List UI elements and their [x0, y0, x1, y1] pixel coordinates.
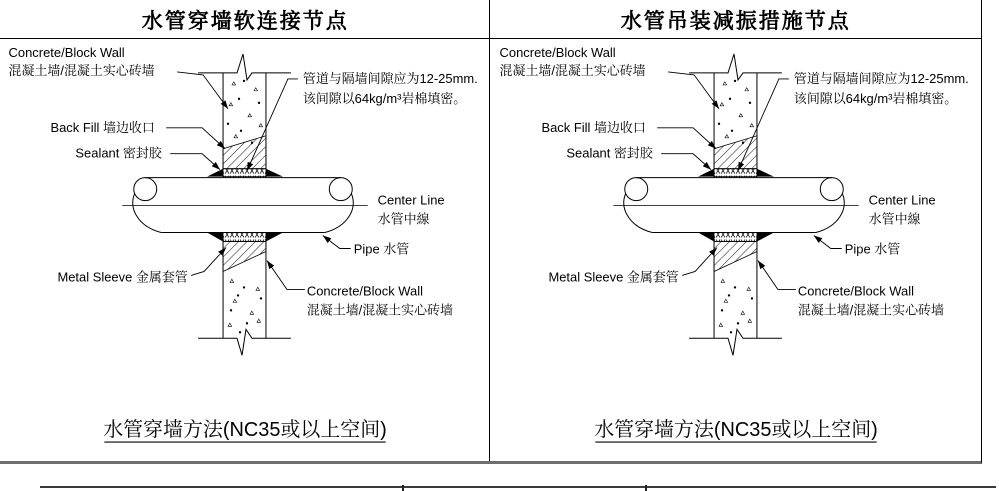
- table-column-tick: [645, 485, 647, 491]
- leader-wall-bottom: [757, 260, 795, 289]
- rock-wool-packing-bottom: [207, 233, 283, 242]
- panels-row: [0, 39, 981, 461]
- detail-diagram-left: [0, 39, 490, 461]
- label-wall-bottom-zh: 混凝土墙/混凝土实心砖墙: [306, 302, 453, 318]
- label-sealant: Sealant 密封胶: [75, 145, 162, 161]
- diagram-labels: [499, 45, 968, 317]
- label-center-line-zh: 水管中線: [868, 211, 920, 227]
- pipe-break-loop-left: [134, 178, 157, 201]
- pipe: [133, 178, 353, 233]
- leader-wall-bottom: [267, 260, 305, 289]
- lower-wall: [198, 242, 291, 356]
- label-back-fill: Back Fill 墙边收口: [540, 119, 646, 135]
- label-wall-top-en: Concrete/Block Wall: [499, 44, 616, 60]
- back-fill-hatch: [223, 136, 266, 169]
- pipe: [623, 178, 843, 233]
- table-top-border: [40, 486, 996, 488]
- sealant-wedge-right-bottom: [756, 233, 773, 242]
- label-back-fill: Back Fill 墙边收口: [50, 119, 155, 135]
- panel-divider-line: [489, 0, 490, 461]
- leader-sealant: [661, 154, 711, 170]
- label-wall-bottom-en: Concrete/Block Wall: [306, 283, 423, 299]
- label-gap-note-line2: 该间隙以64kg/m³岩棉填密。: [302, 90, 467, 106]
- sealant-wedge-left-bottom: [207, 233, 223, 242]
- title-row: [0, 0, 981, 39]
- concrete-stipple-upper: [227, 80, 262, 144]
- label-gap-note-line1: 管道与隔墙间隙应为12-25mm.: [302, 70, 478, 86]
- break-line-top: [689, 54, 782, 80]
- leader-pipe: [813, 236, 841, 249]
- label-sealant: Sealant 密封胶: [565, 145, 653, 161]
- break-line-bottom: [198, 329, 291, 355]
- label-pipe: Pipe 水管: [353, 241, 410, 257]
- back-fill-hatch: [714, 136, 757, 169]
- pipe-break-loop-right: [820, 178, 843, 201]
- sealant-wedge-left-top: [698, 169, 714, 177]
- label-wall-top-en: Concrete/Block Wall: [8, 44, 125, 60]
- label-center-line-en: Center Line: [868, 192, 936, 208]
- leader-metal-sleeve: [682, 248, 717, 276]
- lower-wall: [689, 242, 782, 356]
- panel-caption: 水管穿墙方法(NC35或以上空间): [593, 419, 878, 442]
- break-line-top: [198, 54, 291, 80]
- table-column-tick: [402, 485, 404, 491]
- panel-title-left: 水管穿墙软连接节点: [141, 8, 349, 33]
- rock-wool-packing-bottom: [698, 233, 774, 242]
- label-wall-bottom-en: Concrete/Block Wall: [797, 283, 914, 299]
- sealant-wedge-left-bottom: [698, 233, 714, 242]
- label-center-line-zh: 水管中線: [377, 211, 430, 227]
- metal-sleeve-hatch: [714, 242, 757, 272]
- sealant-wedge-left-top: [207, 169, 223, 177]
- metal-sleeve-hatch: [223, 242, 266, 272]
- rock-wool-packing-top: [207, 169, 283, 177]
- sealant-wedge-right-bottom: [266, 233, 283, 242]
- label-gap-note-line1: 管道与隔墙间隙应为12-25mm.: [793, 70, 969, 86]
- label-center-line-en: Center Line: [377, 192, 445, 208]
- detail-diagram-right: [491, 39, 981, 461]
- leader-back-fill: [166, 128, 225, 149]
- concrete-stipple-upper: [718, 80, 753, 144]
- diagram-labels: [9, 45, 478, 317]
- panel-caption: 水管穿墙方法(NC35或以上空间): [103, 419, 387, 442]
- panel-soft-connection-detail: [0, 39, 491, 461]
- label-wall-top-zh: 混凝土墙/混凝土实心砖墙: [8, 62, 155, 78]
- rock-wool-packing-top: [698, 169, 774, 177]
- leader-wall-top: [668, 72, 719, 109]
- leader-metal-sleeve: [191, 248, 226, 276]
- upper-wall: [689, 54, 782, 169]
- label-metal-sleeve: Metal Sleeve 金属套管: [57, 269, 188, 285]
- label-gap-note-line2: 该间隙以64kg/m³岩棉填密。: [793, 90, 957, 106]
- pipe-break-loop-right: [329, 178, 352, 201]
- leader-wall-top: [177, 72, 228, 109]
- label-pipe: Pipe 水管: [844, 241, 900, 257]
- concrete-stipple-lower: [228, 279, 262, 333]
- sealant-wedge-right-top: [266, 169, 283, 177]
- label-wall-top-zh: 混凝土墙/混凝土实心砖墙: [499, 62, 646, 78]
- leader-sealant: [170, 154, 220, 170]
- panel-vibration-isolation-detail: [491, 39, 982, 461]
- sealant-wedge-right-top: [756, 169, 773, 177]
- concrete-stipple-lower: [719, 279, 753, 333]
- leader-back-fill: [657, 128, 716, 149]
- break-line-bottom: [689, 329, 782, 355]
- label-metal-sleeve: Metal Sleeve 金属套管: [547, 269, 679, 285]
- upper-wall: [198, 54, 291, 169]
- panel-title-right: 水管吊装减振措施节点: [620, 8, 851, 33]
- pipe-break-loop-left: [624, 178, 647, 201]
- label-wall-bottom-zh: 混凝土墙/混凝土实心砖墙: [797, 302, 944, 318]
- leader-pipe: [323, 236, 351, 249]
